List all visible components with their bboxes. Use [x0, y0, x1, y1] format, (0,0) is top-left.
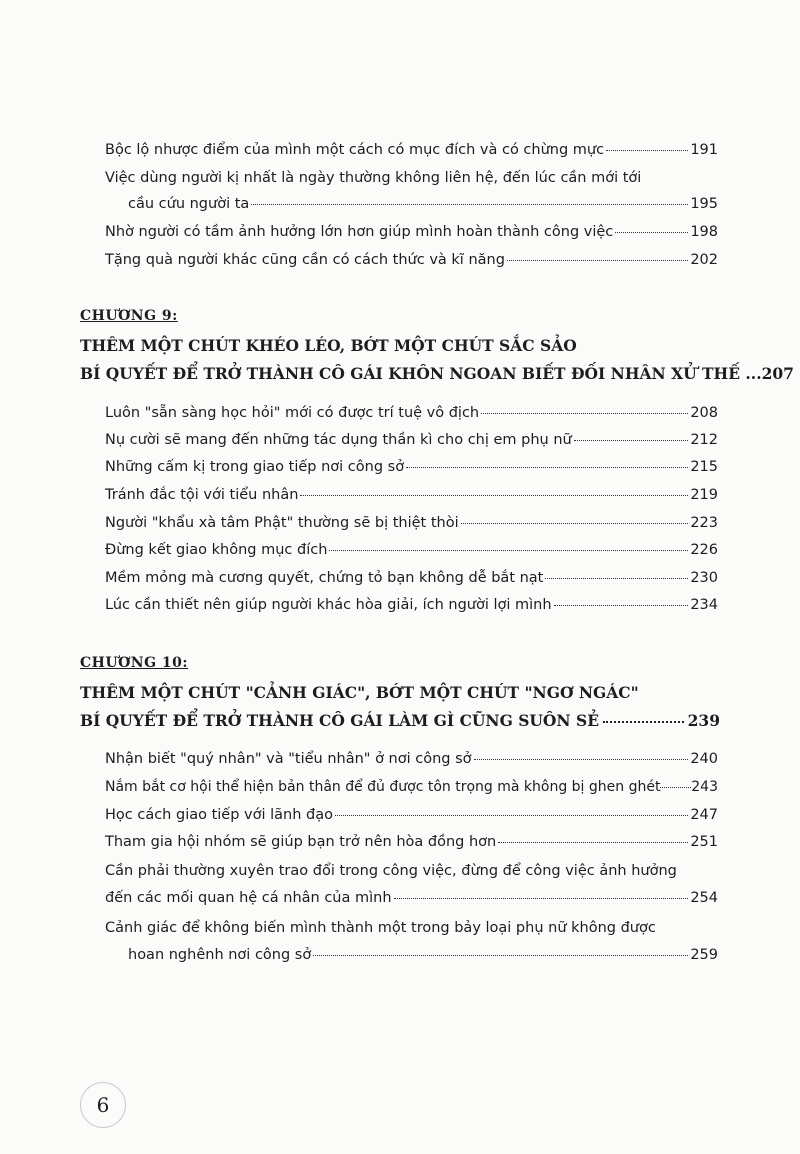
toc-entry [105, 222, 718, 242]
toc-entry-title: Mềm mỏng mà cương quyết, chứng tỏ bạn không dễ bắt nạt [105, 570, 544, 586]
toc-entry-title: Nắm bắt cơ hội thể hiện bản thân để đủ được tôn trọng mà không bị ghen ghét [105, 779, 661, 795]
toc-entry-title: Những cấm kị trong giao tiếp nơi công sở [105, 459, 405, 475]
dot-leader [606, 150, 688, 151]
toc-entry-title: Tặng quà người khác cũng cần có cách thức và kĩ năng [105, 252, 505, 268]
dot-leader [406, 467, 688, 468]
toc-entry-page: 219 [690, 487, 718, 503]
toc-entry [105, 805, 718, 825]
chapter-10-label: CHƯƠNG 10: [80, 655, 189, 671]
toc-entry [105, 749, 718, 769]
page-number-text: 6 [96, 1093, 110, 1117]
page-number [80, 1082, 126, 1128]
dot-leader [251, 204, 688, 205]
toc-entry-page: 212 [690, 432, 718, 448]
toc-entry-page: 251 [690, 834, 718, 850]
toc-entry [128, 194, 718, 214]
toc-entry [105, 403, 718, 423]
toc-entry-page: 215 [690, 459, 718, 475]
chapter-10-title: THÊM MỘT CHÚT "CẢNH GIÁC", BỚT MỘT CHÚT "NGƠ NGÁC" [80, 683, 639, 702]
toc-entry [105, 832, 718, 852]
toc-entry-title: Tham gia hội nhóm sẽ giúp bạn trở nên hòa đồng hơn [105, 834, 497, 850]
toc-entry [128, 945, 718, 965]
toc-entry-title: Tránh đắc tội với tiểu nhân [105, 487, 299, 503]
dot-leader [603, 721, 684, 723]
toc-entry-title-line2: hoan nghênh nơi công sở [128, 947, 312, 963]
toc-entry [105, 888, 718, 908]
toc-entry-title-line2: cầu cứu người ta [128, 196, 250, 212]
dot-leader [461, 523, 689, 524]
toc-entry-page: 234 [690, 597, 718, 613]
dot-leader [313, 955, 688, 956]
toc-entry [105, 540, 718, 560]
chapter-9-title: THÊM MỘT CHÚT KHÉO LÉO, BỚT MỘT CHÚT SẮC SẢO [80, 336, 577, 355]
chapter-10-subtitle-row [80, 711, 720, 730]
toc-entry [105, 595, 718, 615]
dot-leader [554, 605, 689, 606]
toc-entry-title: Nhờ người có tầm ảnh hưởng lớn hơn giúp mình hoàn thành công việc [105, 224, 614, 240]
dot-leader [615, 232, 688, 233]
toc-entry [105, 777, 718, 797]
toc-entry-page: 223 [690, 515, 718, 531]
chapter-10-subtitle: BÍ QUYẾT ĐỂ TRỞ THÀNH CÔ GÁI LÀM GÌ CŨNG SUÔN SẺ [80, 711, 600, 730]
dot-leader [574, 440, 689, 441]
toc-entry-title-line1: Cần phải thường xuyên trao đổi trong công việc, đừng để công việc ảnh hưởng [105, 863, 677, 879]
toc-entry-page: 243 [691, 779, 718, 795]
toc-entry-title: Nhận biết "quý nhân" và "tiểu nhân" ở nơi công sở [105, 751, 472, 767]
dot-leader [394, 898, 689, 899]
dot-leader [300, 495, 688, 496]
toc-entry-page: 195 [690, 196, 718, 212]
toc-entry-title: Đừng kết giao không mục đích [105, 542, 328, 558]
toc-entry-page: 198 [690, 224, 718, 240]
toc-entry [105, 568, 718, 588]
toc-entry [105, 430, 718, 450]
dot-leader [335, 815, 688, 816]
toc-entry-title: Luôn "sẵn sàng học hỏi" mới có được trí tuệ vô địch [105, 405, 480, 421]
toc-entry-title-line1: Việc dùng người kị nhất là ngày thường không liên hệ, đến lúc cần mới tới [105, 170, 642, 186]
chapter-10-page: 239 [687, 711, 720, 730]
dot-leader [481, 413, 688, 414]
chapter-9-page: 207 [761, 364, 794, 383]
toc-entry [105, 140, 718, 160]
dot-leader [474, 759, 689, 760]
toc-entry-page: 259 [690, 947, 718, 963]
toc-entry [105, 250, 718, 270]
toc-entry-page: 208 [690, 405, 718, 421]
toc-entry-title-line2: đến các mối quan hệ cá nhân của mình [105, 890, 392, 906]
chapter-9-subtitle: BÍ QUYẾT ĐỂ TRỞ THÀNH CÔ GÁI KHÔN NGOAN BIẾT ĐỐI NHÂN XỬ THẾ ... [80, 364, 762, 383]
toc-entry [105, 457, 718, 477]
toc-entry-page: 247 [690, 807, 718, 823]
dot-leader [507, 260, 688, 261]
toc-entry [105, 485, 718, 505]
toc-entry-page: 254 [690, 890, 718, 906]
toc-entry [105, 513, 718, 533]
dot-leader [660, 787, 691, 788]
toc-entry-page: 226 [690, 542, 718, 558]
dot-leader [545, 578, 688, 579]
dot-leader [498, 842, 688, 843]
chapter-9-label: CHƯƠNG 9: [80, 308, 178, 324]
toc-entry-title: Người "khẩu xà tâm Phật" thường sẽ bị thiệt thòi [105, 515, 459, 531]
dot-leader [329, 550, 688, 551]
toc-entry-page: 230 [690, 570, 718, 586]
toc-entry-title: Bộc lộ nhược điểm của mình một cách có mục đích và có chừng mực [105, 142, 605, 158]
toc-entry-page: 240 [690, 751, 718, 767]
toc-entry-page: 191 [690, 142, 718, 158]
toc-entry-title: Nụ cười sẽ mang đến những tác dụng thần kì cho chị em phụ nữ [105, 432, 572, 448]
toc-entry-title: Lúc cần thiết nên giúp người khác hòa giải, ích người lợi mình [105, 597, 552, 613]
toc-entry-title-line1: Cảnh giác để không biến mình thành một trong bảy loại phụ nữ không được [105, 920, 656, 936]
toc-entry-title: Học cách giao tiếp với lãnh đạo [105, 807, 333, 823]
chapter-9-subtitle-row [80, 364, 794, 383]
toc-entry-page: 202 [690, 252, 718, 268]
